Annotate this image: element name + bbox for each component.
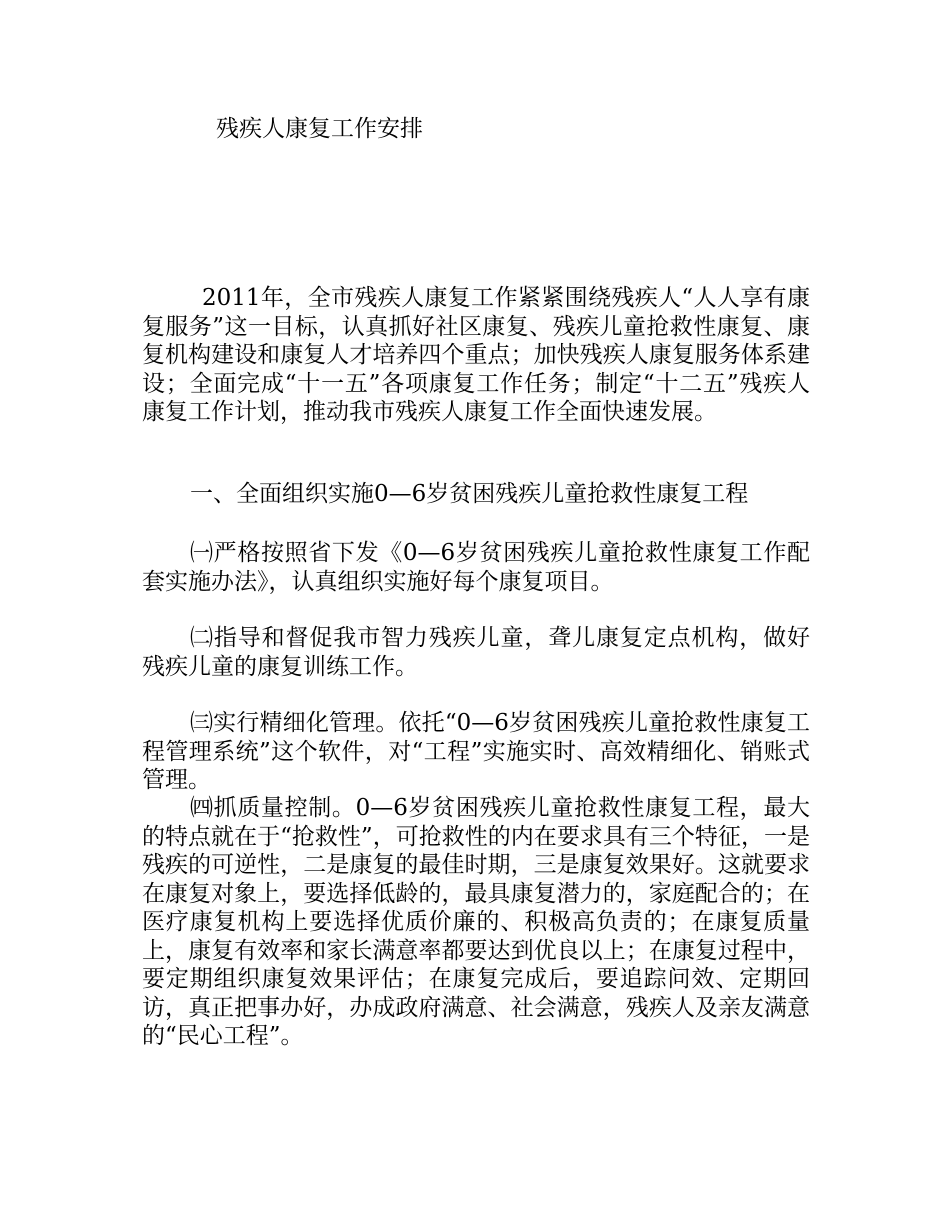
list-item: ㈢实行精细化管理。依托“0—6岁贫困残疾儿童抢救性康复工程管理系统”这个软件，对“工程”实施实时、高效精细化、销账式管理。 bbox=[142, 710, 810, 793]
list-item: ㈡指导和督促我市智力残疾儿童，聋儿康复定点机构，做好残疾儿童的康复训练工作。 bbox=[142, 625, 810, 680]
section-heading: 一、全面组织实施0—6岁贫困残疾儿童抢救性康复工程 bbox=[190, 481, 749, 507]
list-item: ㈣抓质量控制。0—6岁贫困残疾儿童抢救性康复工程，最大的特点就在于“抢救性”，可抢救性的内在要求具有三个特征，一是残疾的可逆性，二是康复的最佳时期，三是康复效果好。这就要求在康复对象上，要选择低龄的，最具康复潜力的，家庭配合的；在医疗康复机构上要选择优质价廉的、积极高负责的；在康复质量上，康复有效率和家长满意率都要达到优良以上；在康复过程中，要定期组织康复效果评估；在康复完成后，要追踪问效、定期回访，真正把事办好，办成政府满意、社会满意，残疾人及亲友满意的“民心工程”。 bbox=[142, 795, 810, 1049]
document-title: 残疾人康复工作安排 bbox=[216, 116, 423, 142]
intro-paragraph: 2011年，全市残疾人康复工作紧紧围绕残疾人“人人享有康复服务”这一目标，认真抓好社区康复、残疾儿童抢救性康复、康复机构建设和康复人才培养四个重点；加快残疾人康复服务体系建设；全面完成“十一五”各项康复工作任务；制定“十二五”残疾人康复工作计划，推动我市残疾人康复工作全面快速发展。 bbox=[142, 285, 810, 425]
list-item: ㈠严格按照省下发《0—6岁贫困残疾儿童抢救性康复工作配套实施办法》，认真组织实施好每个康复项目。 bbox=[142, 540, 810, 595]
